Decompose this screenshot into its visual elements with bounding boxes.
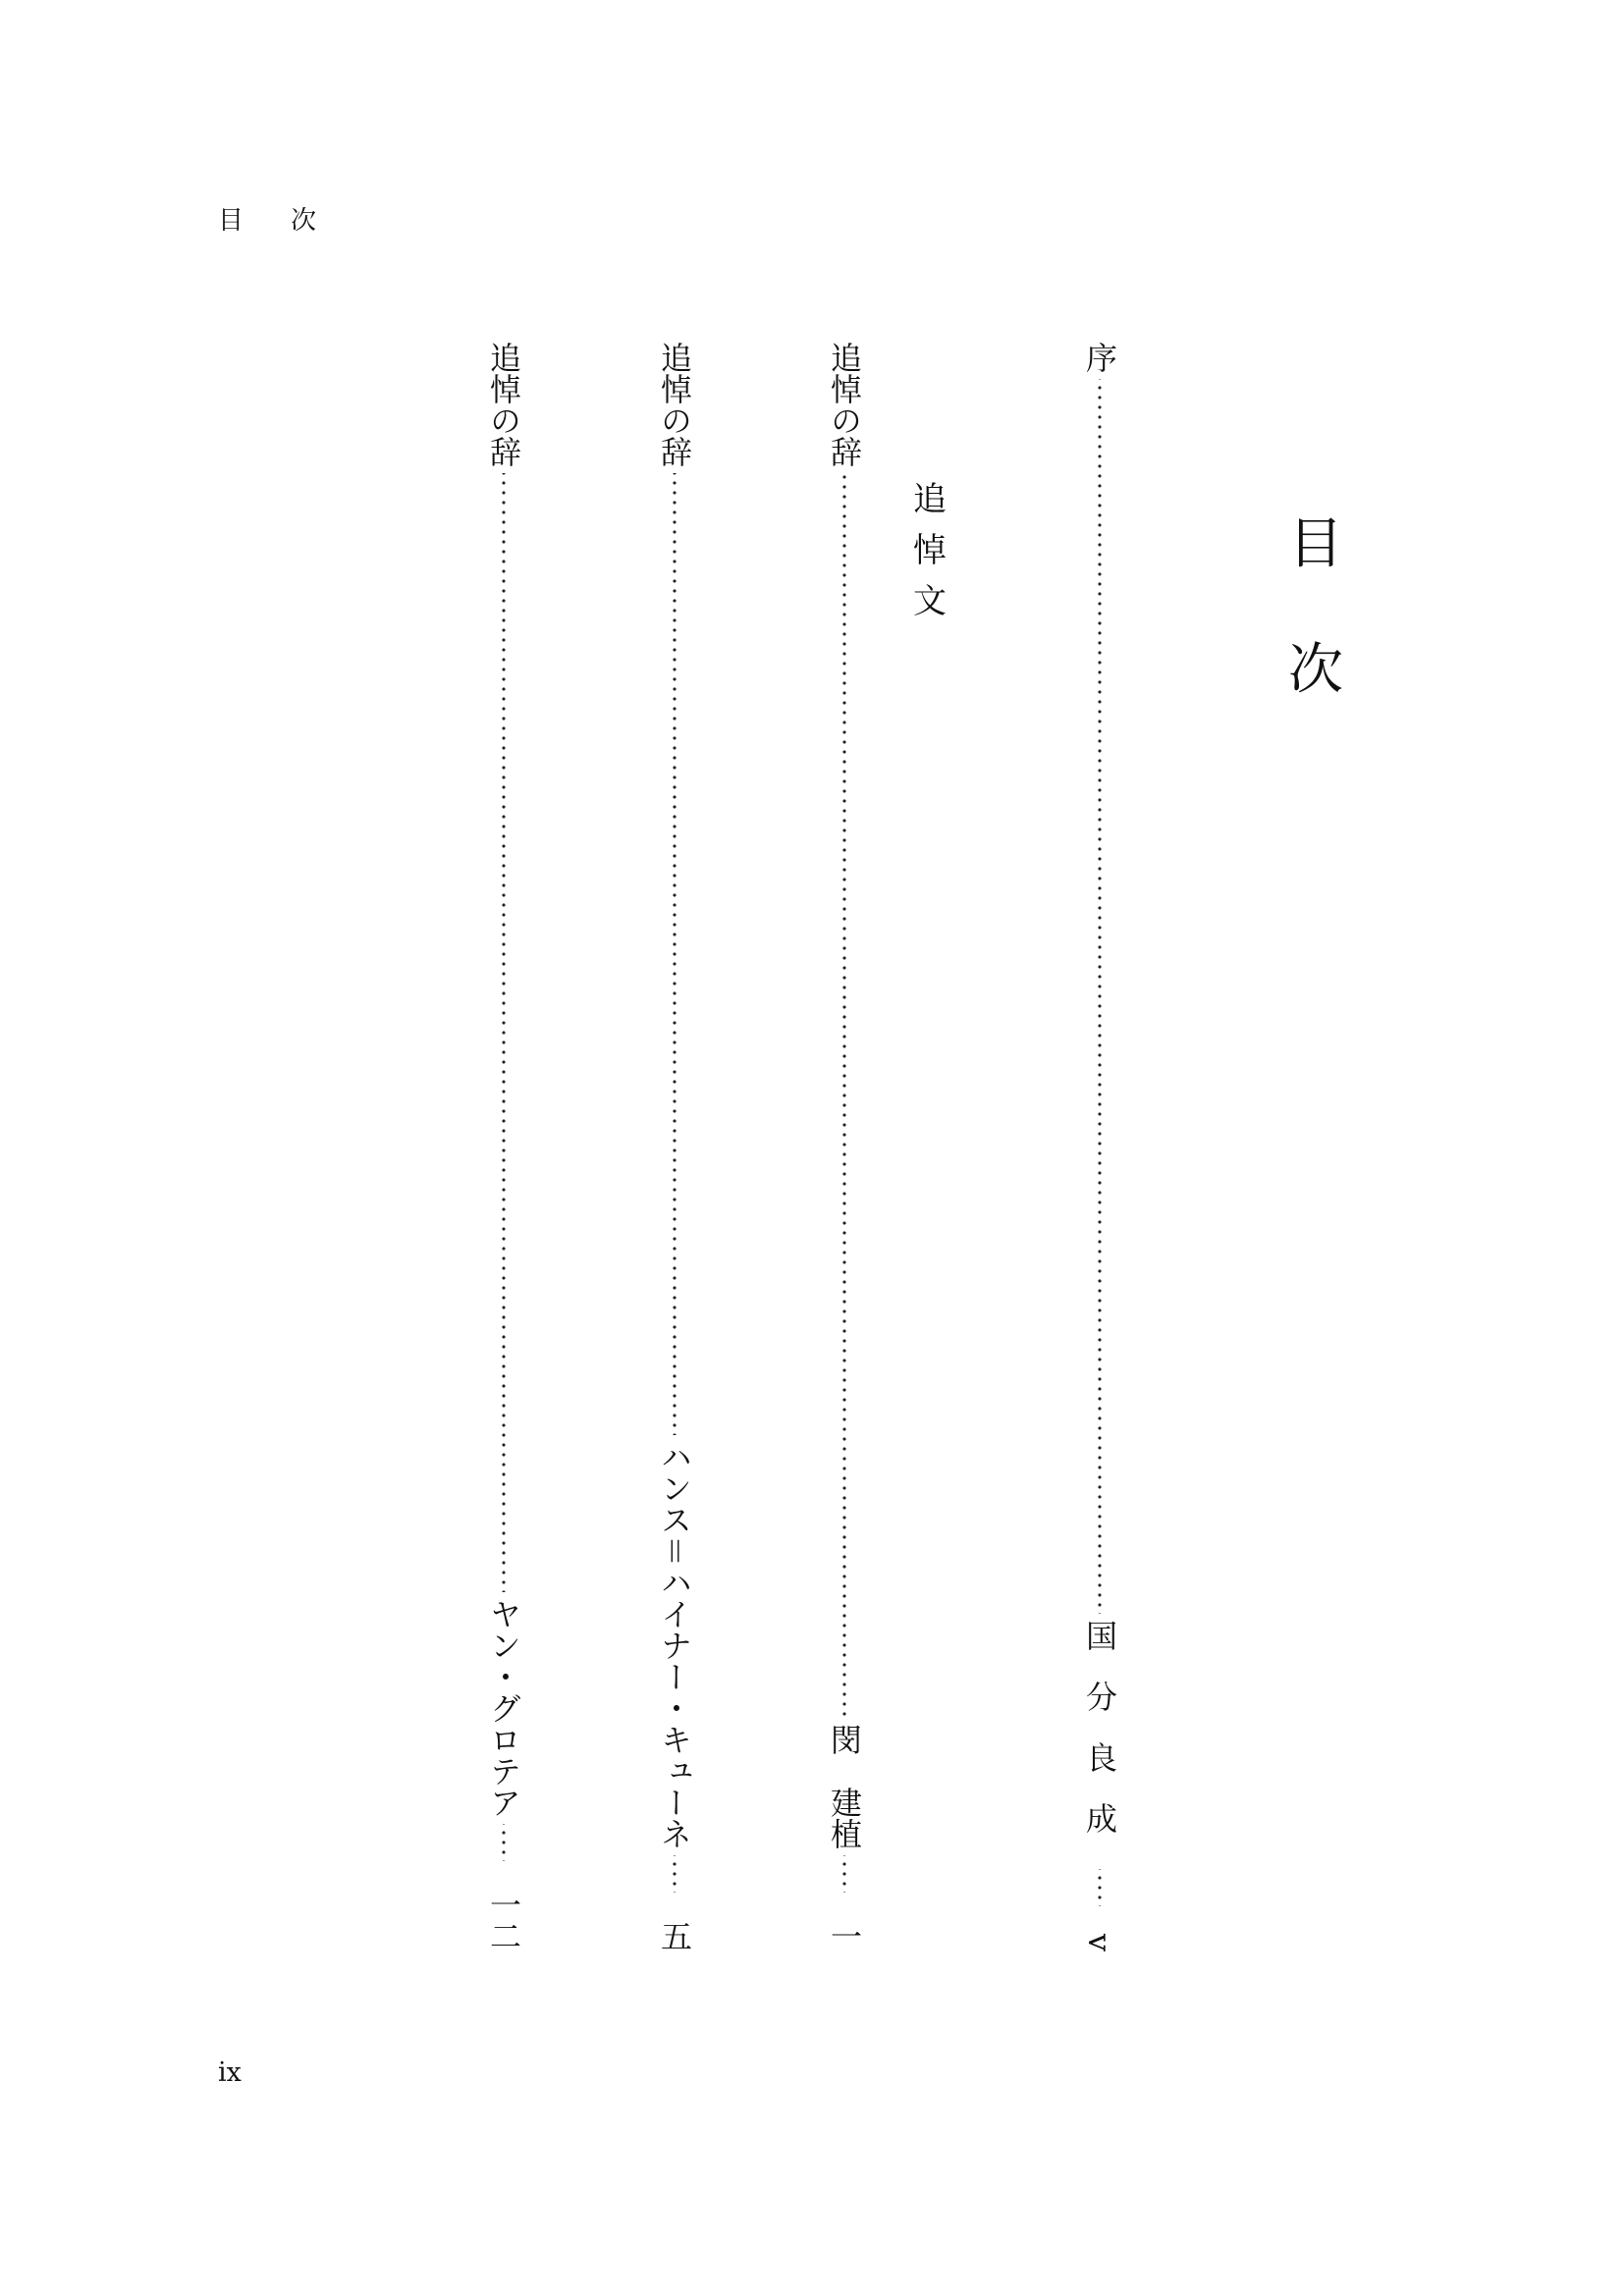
- toc-entry-page: 一: [826, 1920, 863, 1951]
- page-title: [1276, 504, 1355, 712]
- toc-entry-title: 序: [1081, 342, 1118, 373]
- toc-entry-eulogy-1[interactable]: [820, 342, 869, 1951]
- toc-entry-page: 五: [656, 1920, 693, 1951]
- toc-entry-page: v: [1081, 1933, 1118, 1951]
- section-heading: [905, 474, 954, 627]
- page-title-char1: 目: [1288, 512, 1343, 576]
- toc-entry-author: ハンス＝ハイナー・キューネ: [656, 1440, 693, 1849]
- toc-entry-page: 一二: [485, 1889, 522, 1951]
- section-heading-char3: 文: [913, 582, 947, 621]
- page-title-char2: 次: [1288, 638, 1343, 702]
- dot-leader: [650, 1855, 699, 1893]
- toc-entry-author: ヤン・グロテア: [485, 1598, 522, 1818]
- running-head-part2: 次: [291, 206, 317, 236]
- toc-entry-eulogy-3[interactable]: [479, 342, 528, 1951]
- toc-entry-title: 追悼の辞: [485, 342, 522, 467]
- dot-leader: [479, 473, 528, 1592]
- toc-entry-eulogy-2[interactable]: [650, 342, 699, 1951]
- dot-leader: [1075, 1869, 1124, 1906]
- dot-leader: [479, 1824, 528, 1861]
- dot-leader: [820, 1855, 869, 1893]
- page-number: ix: [218, 2057, 242, 2088]
- toc-entry-author: 国分良成: [1081, 1619, 1118, 1863]
- toc-entry-preface[interactable]: [1075, 342, 1124, 1951]
- dot-leader: [1075, 379, 1124, 1614]
- section-heading-char1: 追: [913, 480, 947, 519]
- dot-leader: [650, 473, 699, 1435]
- running-head: [218, 201, 316, 240]
- section-heading-char2: 悼: [913, 531, 947, 570]
- toc-entry-author: 閔 建植: [826, 1724, 863, 1849]
- dot-leader: [820, 473, 869, 1718]
- running-head-part1: 目: [218, 206, 244, 236]
- toc-entry-title: 追悼の辞: [656, 342, 693, 467]
- toc-entry-title: 追悼の辞: [826, 342, 863, 467]
